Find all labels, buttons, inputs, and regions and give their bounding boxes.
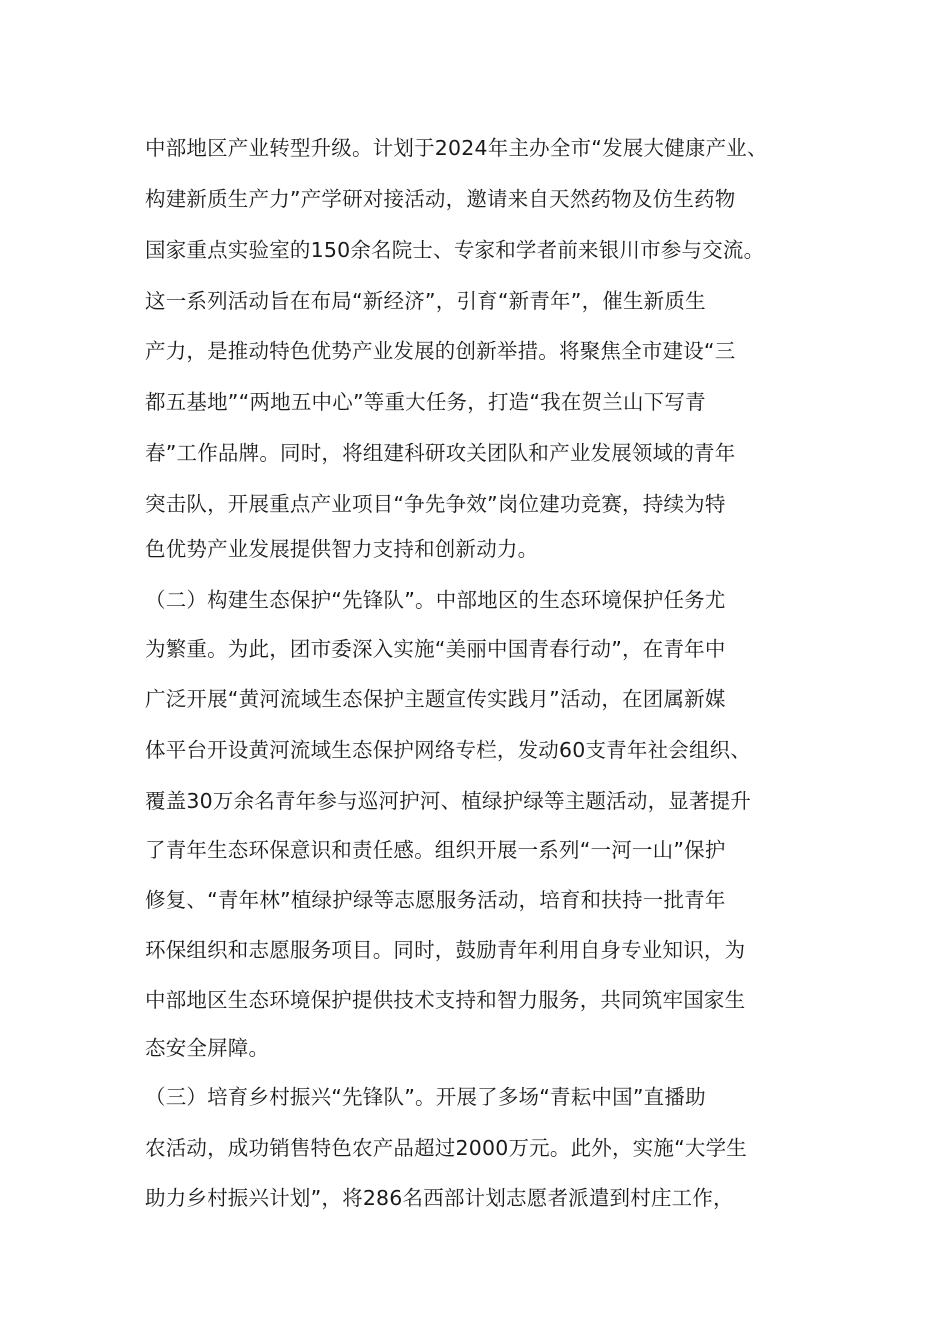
text-line: 了青年生态环保意识和责任感。组织开展一系列“一河一山”保护 xyxy=(145,838,726,862)
text-line: 突击队，开展重点产业项目“争先争效”岗位建功竞赛，持续为特 xyxy=(145,492,726,516)
text-line: 覆盖30万余名青年参与巡河护河、植绿护绿等主题活动，显著提升 xyxy=(145,789,752,813)
text-line: 构建新质生产力”产学研对接活动，邀请来自天然药物及仿生药物 xyxy=(145,187,736,211)
text-line: 体平台开设黄河流域生态保护网络专栏，发动60支青年社会组织、 xyxy=(145,738,752,762)
text-line: 春”工作品牌。同时，将组建科研攻关团队和产业发展领域的青年 xyxy=(145,441,736,465)
text-line: 环保组织和志愿服务项目。同时，鼓励青年利用自身专业知识，为 xyxy=(145,938,746,962)
text-line: 农活动，成功销售特色农产品超过2000万元。此外，实施“大学生 xyxy=(145,1136,747,1160)
text-line: 为繁重。为此，团市委深入实施“美丽中国青春行动”，在青年中 xyxy=(145,637,726,661)
text-line: 都五基地”“两地五中心”等重大任务，打造“我在贺兰山下写青 xyxy=(145,390,706,414)
text-line: 修复、“青年林”植绿护绿等志愿服务活动，培育和扶持一批青年 xyxy=(145,888,726,912)
text-line: 这一系列活动旨在布局“新经济”，引育“新青年”，催生新质生 xyxy=(145,289,706,313)
text-line: 态安全屏障。 xyxy=(145,1036,270,1060)
text-line: 助力乡村振兴计划”，将286名西部计划志愿者派遣到村庄工作， xyxy=(145,1186,734,1210)
text-line: 广泛开展“黄河流域生态保护主题宣传实践月”活动，在团属新媒 xyxy=(145,687,726,711)
text-line: 中部地区产业转型升级。计划于2024年主办全市“发展大健康产业、 xyxy=(145,136,768,160)
section-heading-line: （三）培育乡村振兴“先锋队”。开展了多场“青耘中国”直播助 xyxy=(145,1085,706,1109)
text-line: 国家重点实验室的150余名院士、专家和学者前来银川市参与交流。 xyxy=(145,238,765,262)
text-line: 产力，是推动特色优势产业发展的创新举措。将聚焦全市建设“三 xyxy=(145,339,736,363)
text-line: 色优势产业发展提供智力支持和创新动力。 xyxy=(145,537,539,561)
section-heading-line: （二）构建生态保护“先锋队”。中部地区的生态环境保护任务尤 xyxy=(145,588,726,612)
text-line: 中部地区生态环境保护提供技术支持和智力服务，共同筑牢国家生 xyxy=(145,988,746,1012)
